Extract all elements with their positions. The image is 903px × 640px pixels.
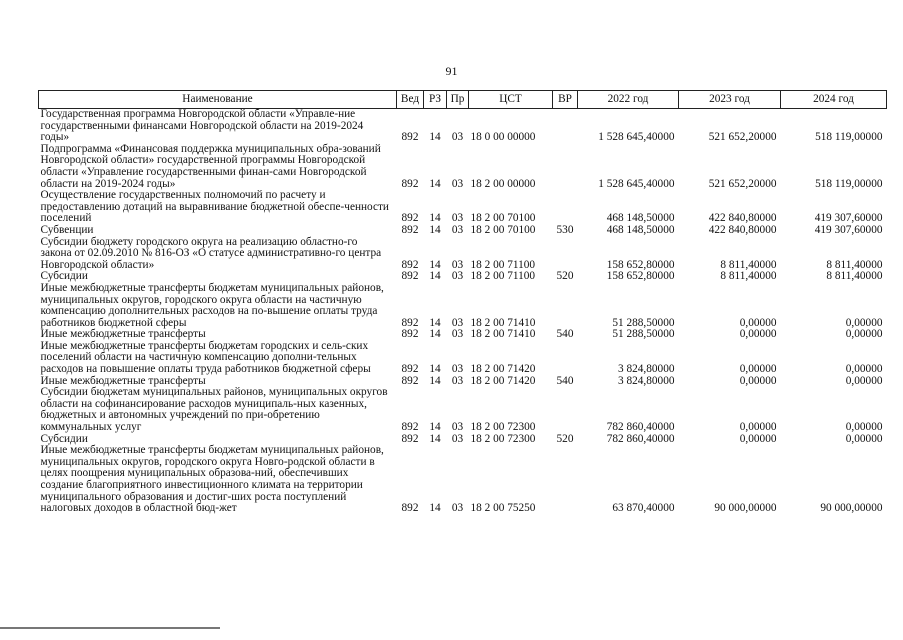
header-2022: 2022 год <box>578 91 679 109</box>
row-rz: 14 <box>429 177 441 190</box>
table-row <box>39 341 887 376</box>
row-value-2022: 1 528 645,40000 <box>598 131 675 144</box>
row-name: Иные межбюджетные трансферты <box>40 374 206 387</box>
header-2023: 2023 год <box>679 91 781 109</box>
row-vr: 540 <box>556 328 574 341</box>
row-value-2024: 0,00000 <box>845 421 883 434</box>
row-name: Субсидии бюджету городского округа на реализацию областно-го закона от 02.09.2010 № 816-ОЗ «О статусе административно-го центра Новгородской области» <box>40 235 382 271</box>
row-ved: 892 <box>401 212 419 225</box>
row-value-2022: 3 824,80000 <box>618 374 675 387</box>
budget-table <box>38 90 887 515</box>
row-vr: 540 <box>556 374 574 387</box>
row-cst: 18 2 00 71410 <box>470 316 536 329</box>
row-value-2022: 782 860,40000 <box>606 432 675 445</box>
row-pr: 03 <box>451 316 464 329</box>
row-name: Субсидии <box>40 270 88 283</box>
row-pr: 03 <box>451 432 464 445</box>
row-pr: 03 <box>451 421 464 434</box>
table-row <box>39 190 887 225</box>
row-name: Осуществление государственных полномочий по расчету и предоставлению дотаций на выравнивание бюджетной обеспе-ченности поселений <box>40 189 389 225</box>
row-vr <box>553 283 578 329</box>
header-ved: Вед <box>397 91 424 109</box>
row-cst: 18 2 00 72300 <box>470 421 536 434</box>
row-pr: 03 <box>451 374 464 387</box>
row-cst: 18 2 00 71100 <box>470 270 536 283</box>
row-value-2022: 51 288,50000 <box>612 328 675 341</box>
table-row <box>39 445 887 515</box>
row-vr: 530 <box>556 223 574 236</box>
row-value-2023: 521 652,20000 <box>708 177 777 190</box>
row-cst: 18 2 00 75250 <box>470 502 536 515</box>
header-rz: РЗ <box>424 91 447 109</box>
row-ved: 892 <box>401 270 419 283</box>
header-vr: ВР <box>553 91 578 109</box>
row-cst: 18 2 00 70100 <box>470 212 536 225</box>
header-pr: Пр <box>447 91 469 109</box>
row-rz: 14 <box>429 374 441 387</box>
row-ved: 892 <box>401 374 419 387</box>
row-pr: 03 <box>451 131 464 144</box>
row-vr <box>553 144 578 190</box>
row-value-2022: 3 824,80000 <box>618 363 675 376</box>
row-value-2024: 419 307,60000 <box>814 223 883 236</box>
table-body <box>39 109 887 515</box>
row-rz: 14 <box>429 223 441 236</box>
row-name: Субсидии бюджетам муниципальных районов, муниципальных округов области на софинансирование расходов муниципаль-ных казенных, бюджетных и автономных учреждений по при-обретению коммунальных услуг <box>40 386 388 434</box>
row-ved: 892 <box>401 421 419 434</box>
row-ved: 892 <box>401 131 419 144</box>
row-pr: 03 <box>451 212 464 225</box>
row-rz: 14 <box>429 316 441 329</box>
row-pr: 03 <box>451 270 464 283</box>
row-value-2024: 0,00000 <box>845 432 883 445</box>
row-name: Государственная программа Новгородской области «Управле-ние государственными финансами Новгородской области на 2019-2024 годы» <box>40 108 364 144</box>
row-value-2024: 0,00000 <box>845 316 883 329</box>
page-number: 91 <box>445 64 458 78</box>
row-value-2024: 8 811,40000 <box>826 258 883 271</box>
table-row <box>39 283 887 329</box>
row-pr: 03 <box>451 363 464 376</box>
table-row <box>39 109 887 144</box>
row-pr: 03 <box>451 223 464 236</box>
row-ved: 892 <box>401 328 419 341</box>
row-ved: 892 <box>401 502 419 515</box>
row-ved: 892 <box>401 363 419 376</box>
row-vr: 520 <box>556 432 574 445</box>
scan-edge-line <box>0 627 220 629</box>
row-value-2023: 0,00000 <box>739 432 777 445</box>
row-name: Субсидии <box>40 432 88 445</box>
row-cst: 18 2 00 70100 <box>470 223 536 236</box>
row-vr <box>553 387 578 433</box>
row-rz: 14 <box>429 363 441 376</box>
row-rz: 14 <box>429 421 441 434</box>
row-rz: 14 <box>429 131 441 144</box>
row-value-2022: 782 860,40000 <box>606 421 675 434</box>
row-pr: 03 <box>451 502 464 515</box>
row-vr <box>553 109 578 144</box>
row-value-2024: 0,00000 <box>845 374 883 387</box>
row-cst: 18 2 00 00000 <box>470 177 536 190</box>
row-cst: 18 0 00 00000 <box>470 131 536 144</box>
row-vr <box>553 237 578 272</box>
row-vr: 520 <box>556 270 574 283</box>
row-value-2023: 0,00000 <box>739 328 777 341</box>
row-rz: 14 <box>429 258 441 271</box>
row-cst: 18 2 00 72300 <box>470 432 536 445</box>
row-value-2022: 63 870,40000 <box>612 502 675 515</box>
header-name: Наименование <box>39 91 397 109</box>
row-value-2024: 419 307,60000 <box>814 212 883 225</box>
row-value-2023: 521 652,20000 <box>708 131 777 144</box>
row-value-2024: 0,00000 <box>845 363 883 376</box>
row-value-2024: 518 119,00000 <box>815 177 883 190</box>
row-value-2023: 422 840,80000 <box>708 212 777 225</box>
row-value-2022: 1 528 645,40000 <box>598 177 675 190</box>
row-rz: 14 <box>429 328 441 341</box>
row-ved: 892 <box>401 316 419 329</box>
row-value-2023: 90 000,00000 <box>714 502 777 515</box>
row-value-2023: 0,00000 <box>739 421 777 434</box>
row-name: Иные межбюджетные трансферты <box>40 328 206 341</box>
row-cst: 18 2 00 71420 <box>470 363 536 376</box>
row-cst: 18 2 00 71100 <box>470 258 536 271</box>
row-ved: 892 <box>401 177 419 190</box>
row-rz: 14 <box>429 432 441 445</box>
row-name: Подпрограмма «Финансовая поддержка муниципальных обра-зований Новгородской области» государственной программы Новгородской области «Управление государственными финан-сами Новгородской области на 2019-2024 годы» <box>40 142 381 190</box>
table-row <box>39 144 887 190</box>
row-value-2022: 468 148,50000 <box>606 223 675 236</box>
row-value-2024: 8 811,40000 <box>826 270 883 283</box>
row-pr: 03 <box>451 177 464 190</box>
row-name: Иные межбюджетные трансферты бюджетам муниципальных районов, муниципальных округов, городского округа области на частичную компенсацию дополнительных расходов на по-вышение оплаты труда работников бюджетной сферы <box>40 281 384 329</box>
row-name: Иные межбюджетные трансферты бюджетам городских и сель-ских поселений области на частичную компенсацию дополни-тельных расходов на повышение оплаты труда работников бюджетной сферы <box>40 339 371 376</box>
table-row <box>39 237 887 272</box>
row-value-2023: 0,00000 <box>739 374 777 387</box>
row-cst: 18 2 00 71410 <box>470 328 536 341</box>
row-pr: 03 <box>451 328 464 341</box>
header-cst: ЦСТ <box>469 91 553 109</box>
row-cst: 18 2 00 71420 <box>470 374 536 387</box>
row-ved: 892 <box>401 432 419 445</box>
row-vr <box>553 445 578 515</box>
row-value-2024: 518 119,00000 <box>815 131 883 144</box>
row-value-2023: 422 840,80000 <box>708 223 777 236</box>
row-name: Субвенции <box>40 223 94 236</box>
row-ved: 892 <box>401 258 419 271</box>
row-vr <box>553 190 578 225</box>
row-value-2022: 468 148,50000 <box>606 212 675 225</box>
row-value-2022: 158 652,80000 <box>606 270 675 283</box>
row-value-2024: 90 000,00000 <box>820 502 883 515</box>
row-ved: 892 <box>401 223 419 236</box>
row-rz: 14 <box>429 212 441 225</box>
row-value-2023: 0,00000 <box>739 363 777 376</box>
row-vr <box>553 341 578 376</box>
row-name: Иные межбюджетные трансферты бюджетам муниципальных районов, муниципальных округов, городского округа Новго-родской области в целях поощрения муниципальных образова-ний, обеспечивших создание благоприятного инвестиционного климата на территории муниципального образования и достиг-ших роста поступлений налоговых доходов в областной бюд-жет <box>40 444 384 515</box>
row-value-2024: 0,00000 <box>845 328 883 341</box>
table-row <box>39 387 887 433</box>
row-value-2022: 51 288,50000 <box>612 316 675 329</box>
header-2024: 2024 год <box>781 91 887 109</box>
row-rz: 14 <box>429 270 441 283</box>
table-row <box>39 225 887 237</box>
row-pr: 03 <box>451 258 464 271</box>
table-header-row <box>39 91 887 109</box>
row-value-2023: 8 811,40000 <box>720 270 777 283</box>
row-rz: 14 <box>429 502 441 515</box>
row-value-2023: 8 811,40000 <box>720 258 777 271</box>
row-value-2022: 158 652,80000 <box>606 258 675 271</box>
row-value-2023: 0,00000 <box>739 316 777 329</box>
